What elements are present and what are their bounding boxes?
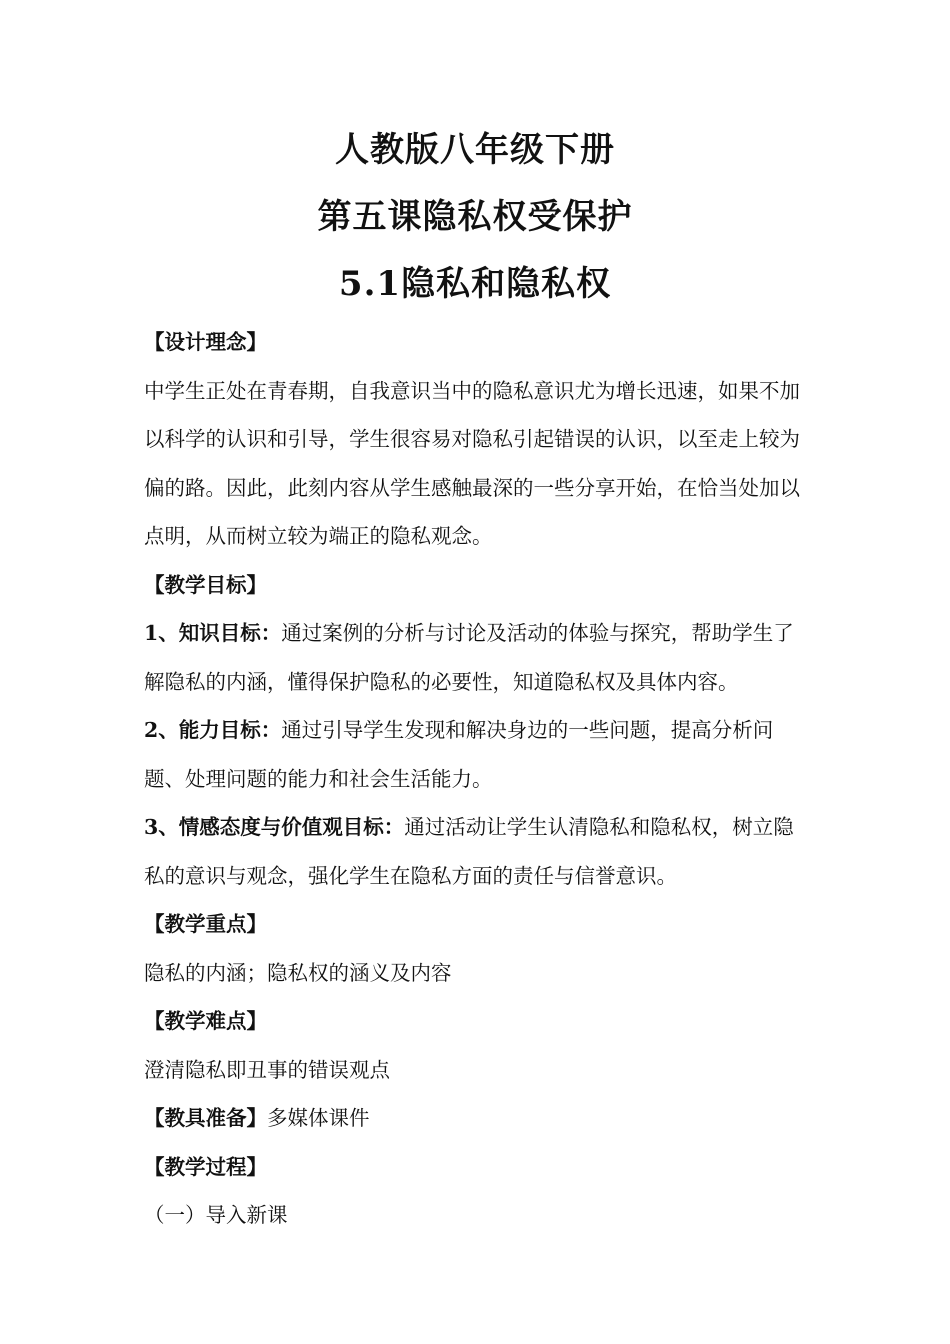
goal-text: 通过活动让学生认清隐私和隐私权，树立隐私的意识与观念，强化学生在隐私方面的责任与信誉意识。 (144, 815, 794, 888)
document-title-lesson: 第五课隐私权受保护 (317, 197, 633, 237)
document-title-section: 5.1隐私和隐私权 (338, 264, 612, 304)
materials-heading: 【教具准备】 (144, 1106, 267, 1130)
document-title-textbook: 人教版八年级下册 (335, 130, 615, 170)
difficulties-heading: 【教学难点】 (144, 1009, 267, 1033)
goal-item-attitude (144, 803, 814, 900)
key-points-text: 隐私的内涵；隐私权的涵义及内容 (144, 960, 452, 985)
process-step-intro: （一）导入新课 (144, 1203, 288, 1227)
goal-item-knowledge (144, 609, 814, 706)
process-heading: 【教学过程】 (144, 1154, 267, 1179)
goal-label: 1、知识目标： (144, 621, 282, 645)
difficulties-text: 澄清隐私即丑事的错误观点 (144, 1057, 390, 1082)
goal-label: 3、情感态度与价值观目标： (144, 815, 405, 839)
goal-item-ability (144, 706, 814, 803)
goal-text: 通过引导学生发现和解决身边的一些问题，提高分析问题、处理问题的能力和社会生活能力。 (144, 718, 774, 791)
key-points-heading: 【教学重点】 (144, 912, 267, 936)
design-text: 中学生正处在青春期，自我意识当中的隐私意识尤为增长迅速，如果不加以科学的认识和引导，学生很容易对隐私引起错误的认识，以至走上较为偏的路。因此，此刻内容从学生感触最深的一些分享开始，在恰当处加以点明，从而树立较为端正的隐私观念。 (144, 378, 800, 548)
materials-text: 多媒体课件 (267, 1106, 370, 1130)
goal-text: 通过案例的分析与讨论及活动的体验与探究，帮助学生了解隐私的内涵，懂得保护隐私的必要性，知道隐私权及具体内容。 (144, 621, 794, 694)
goals-heading: 【教学目标】 (144, 572, 267, 597)
goal-label: 2、能力目标： (144, 718, 282, 742)
document-body (144, 318, 814, 1240)
materials-line (144, 1094, 814, 1143)
design-heading: 【设计理念】 (144, 330, 267, 354)
